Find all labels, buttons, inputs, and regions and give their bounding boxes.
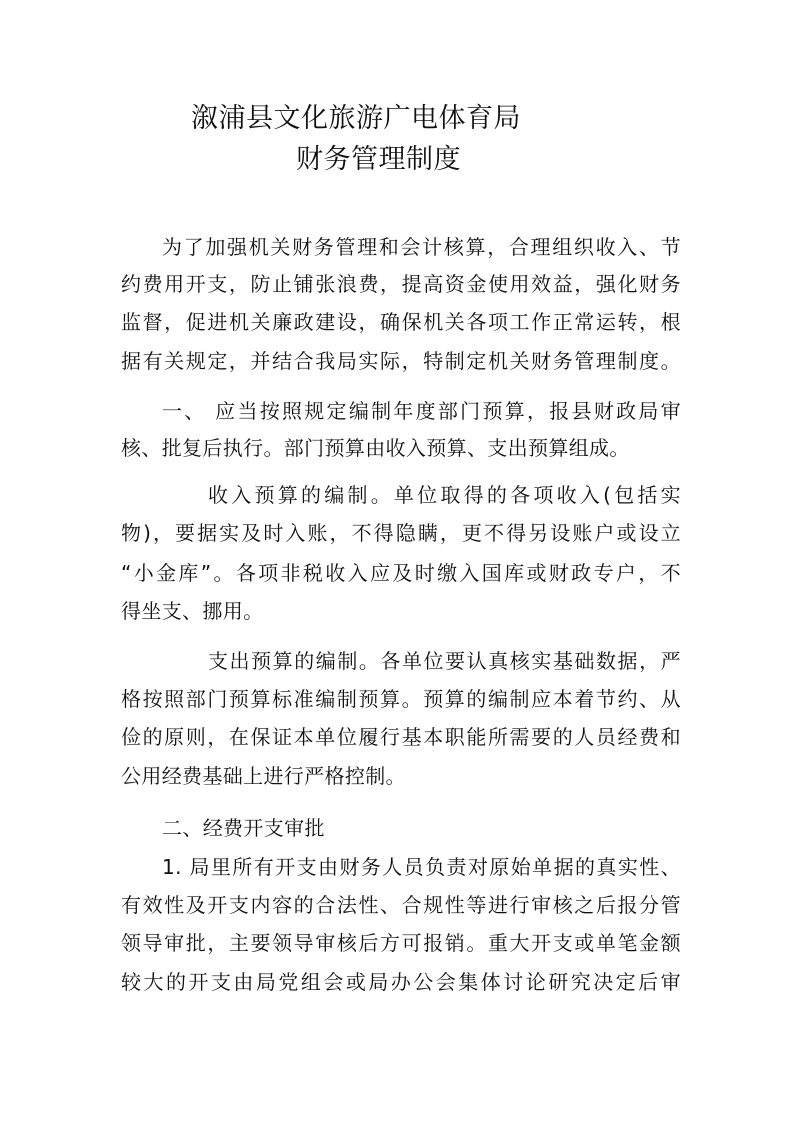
body-line: 领导审批，主要领导审核后方可报销。重大开支或单笔金额 bbox=[121, 931, 681, 955]
body-line: “小金库”。各项非税收入应及时缴入国库或财政专户，不 bbox=[121, 561, 681, 585]
document-title-line-2: 财务管理制度 bbox=[296, 144, 461, 175]
body-line: 格按照部门预算标准编制预算。预算的编制应本着节约、从 bbox=[121, 687, 681, 711]
section-heading-line: 二、经费开支审批 bbox=[162, 816, 325, 840]
body-line: 支出预算的编制。各单位要认真核实基础数据，严 bbox=[208, 649, 681, 673]
body-line: 有效性及开支内容的合法性、合规性等进行审核之后报分管 bbox=[121, 893, 681, 917]
body-line: 收入预算的编制。单位取得的各项收入(包括实 bbox=[208, 483, 681, 507]
body-line: 得坐支、挪用。 bbox=[121, 599, 264, 623]
body-line: 较大的开支由局党组会或局办公会集体讨论研究决定后审 bbox=[121, 970, 681, 994]
section-heading-line: 一、 应当按照规定编制年度部门预算，报县财政局审 bbox=[162, 399, 681, 423]
document-title-line-1: 溆浦县文化旅游广电体育局 bbox=[191, 103, 521, 134]
body-line: 核、批复后执行。部门预算由收入预算、支出预算组成。 bbox=[121, 436, 630, 460]
body-line: 约费用开支，防止铺张浪费，提高资金使用效益，强化财务 bbox=[121, 272, 681, 296]
body-line: 物)，要据实及时入账，不得隐瞒，更不得另设账户或设立 bbox=[121, 521, 681, 545]
body-line: 公用经费基础上进行严格控制。 bbox=[121, 764, 406, 788]
body-line: 据有关规定，并结合我局实际，特制定机关财务管理制度。 bbox=[121, 349, 681, 373]
body-line: 为了加强机关财务管理和会计核算，合理组织收入、节 bbox=[162, 235, 681, 259]
body-line: 1. 局里所有开支由财务人员负责对原始单据的真实性、 bbox=[162, 855, 681, 879]
body-line: 监督，促进机关廉政建设，确保机关各项工作正常运转，根 bbox=[121, 310, 681, 334]
body-line: 俭的原则，在保证本单位履行基本职能所需要的人员经费和 bbox=[121, 725, 681, 749]
